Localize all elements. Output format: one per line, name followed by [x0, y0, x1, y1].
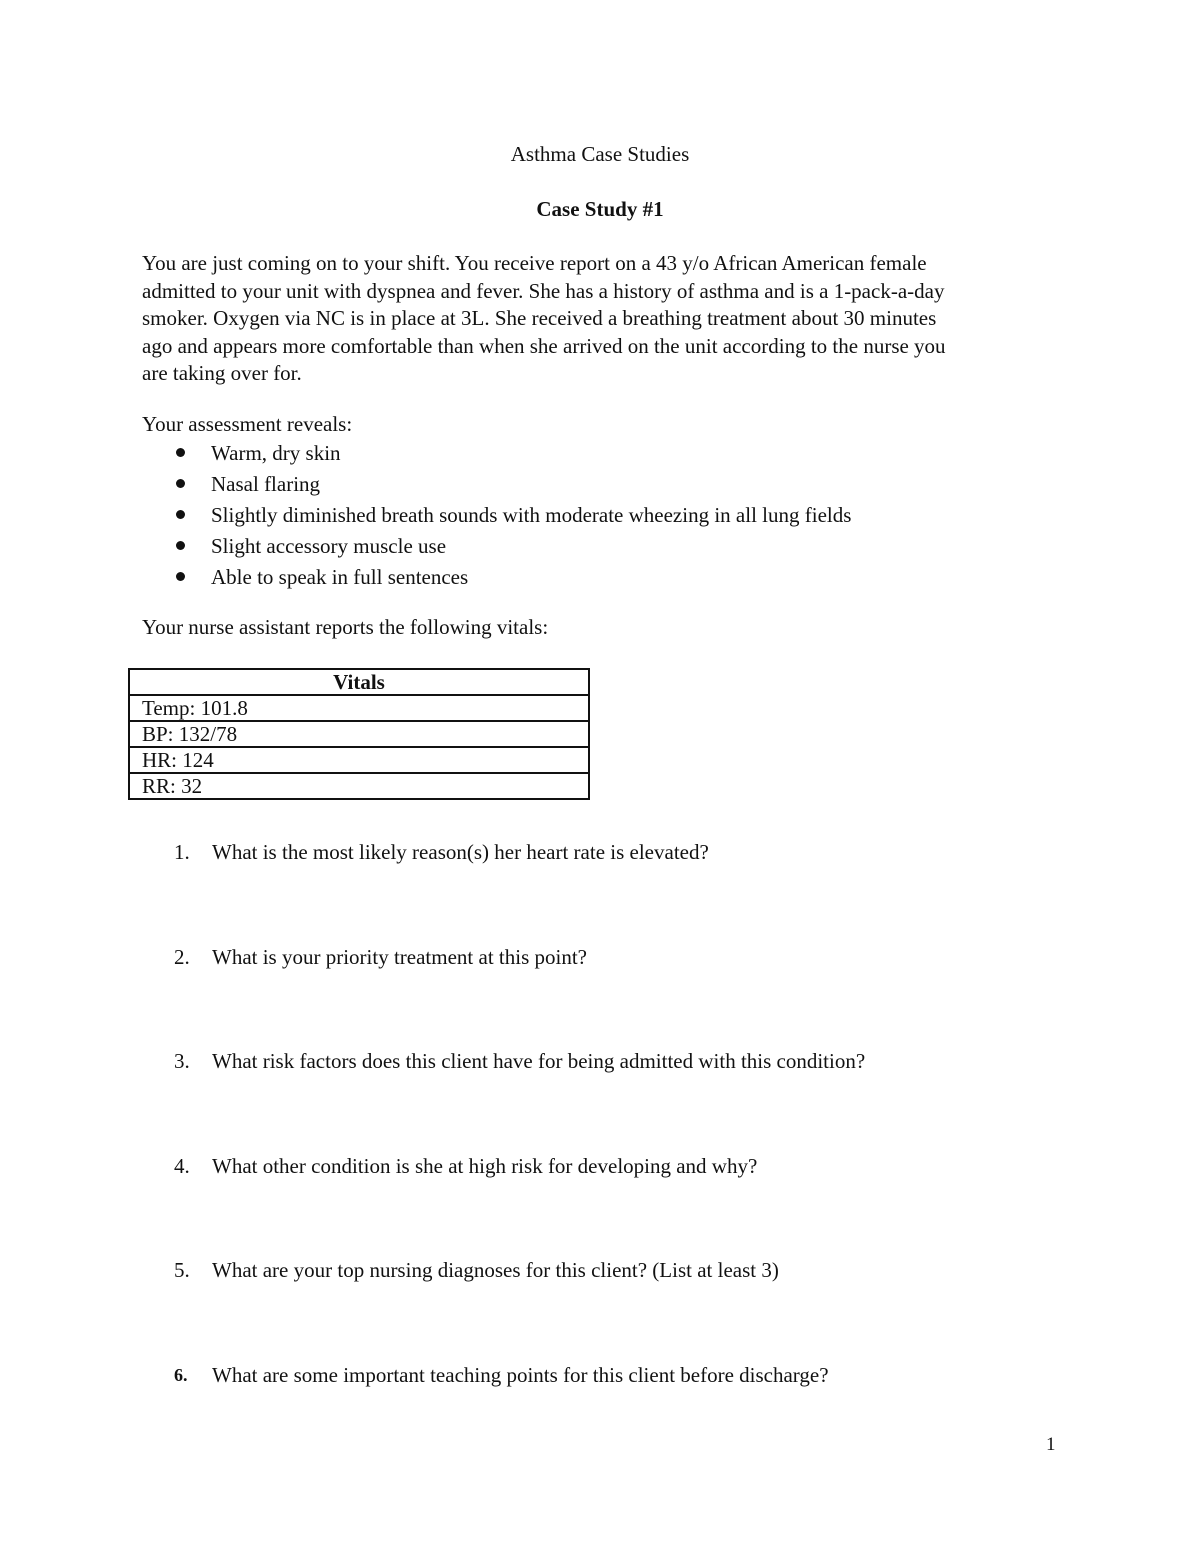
vitals-header: Vitals — [129, 669, 589, 695]
vitals-cell-temp: Temp: 101.8 — [129, 695, 589, 721]
intro-line: smoker. Oxygen via NC is in place at 3L. She received a breathing treatment about 30 minutes — [142, 306, 937, 330]
page-number: 1 — [1046, 1434, 1056, 1455]
vitals-header-row — [129, 669, 589, 695]
bullet-icon — [176, 479, 185, 488]
question-number: 6. — [174, 1364, 188, 1385]
assessment-list — [172, 439, 851, 594]
vitals-cell-rr: RR: 32 — [129, 773, 589, 799]
assessment-item-text: Nasal flaring — [211, 472, 321, 496]
table-row — [129, 695, 589, 721]
intro-line: admitted to your unit with dyspnea and fever. She has a history of asthma and is a 1-pack-a-day — [142, 278, 945, 303]
bullet-icon — [176, 510, 185, 519]
question-text: What risk factors does this client have for being admitted with this condition? — [212, 1049, 866, 1074]
vitals-table — [128, 668, 590, 800]
question-list — [174, 838, 865, 1466]
question-number: 5. — [174, 1258, 190, 1283]
question-text: What other condition is she at high risk for developing and why? — [212, 1153, 758, 1178]
question-number: 4. — [174, 1153, 190, 1178]
table-row — [129, 721, 589, 747]
question-text: What are some important teaching points for this client before discharge? — [212, 1362, 829, 1387]
intro-line: You are just coming on to your shift. You receive report on a 43 y/o African American female — [142, 251, 927, 275]
assessment-item — [172, 501, 851, 532]
question-item — [174, 943, 865, 1048]
question-number: 2. — [174, 944, 190, 969]
intro-paragraph — [142, 250, 1062, 388]
assessment-item-text: Warm, dry skin — [211, 441, 341, 465]
assessment-item — [172, 563, 851, 594]
question-text: What are your top nursing diagnoses for this client? (List at least 3) — [212, 1258, 779, 1283]
assessment-item — [172, 532, 851, 563]
question-text: What is your priority treatment at this point? — [212, 944, 587, 969]
question-text: What is the most likely reason(s) her heart rate is elevated? — [212, 840, 709, 864]
assessment-item-text: Able to speak in full sentences — [211, 565, 469, 589]
assessment-item-text: Slight accessory muscle use — [211, 534, 447, 558]
case-study-heading: Case Study #1 — [536, 197, 664, 221]
bullet-icon — [176, 541, 185, 550]
assessment-item — [172, 470, 851, 501]
assessment-item — [172, 439, 851, 470]
bullet-icon — [176, 448, 185, 457]
assessment-label: Your assessment reveals: — [142, 412, 353, 436]
vitals-cell-bp: BP: 132/78 — [129, 721, 589, 747]
vitals-cell-hr: HR: 124 — [129, 747, 589, 773]
question-item — [174, 1047, 865, 1152]
question-item — [174, 838, 865, 943]
assessment-item-text: Slightly diminished breath sounds with moderate wheezing in all lung fields — [211, 503, 852, 527]
question-number: 1. — [174, 840, 190, 864]
question-number: 3. — [174, 1049, 190, 1074]
intro-line: ago and appears more comfortable than when she arrived on the unit according to the nurse you — [142, 333, 946, 358]
vitals-label: Your nurse assistant reports the following vitals: — [142, 615, 549, 639]
table-row — [129, 747, 589, 773]
document-title: Asthma Case Studies — [510, 142, 690, 166]
bullet-icon — [176, 572, 185, 581]
intro-line: are taking over for. — [142, 361, 302, 385]
question-item — [174, 1152, 865, 1257]
question-item — [174, 1256, 865, 1361]
question-item — [174, 1361, 865, 1466]
table-row — [129, 773, 589, 799]
